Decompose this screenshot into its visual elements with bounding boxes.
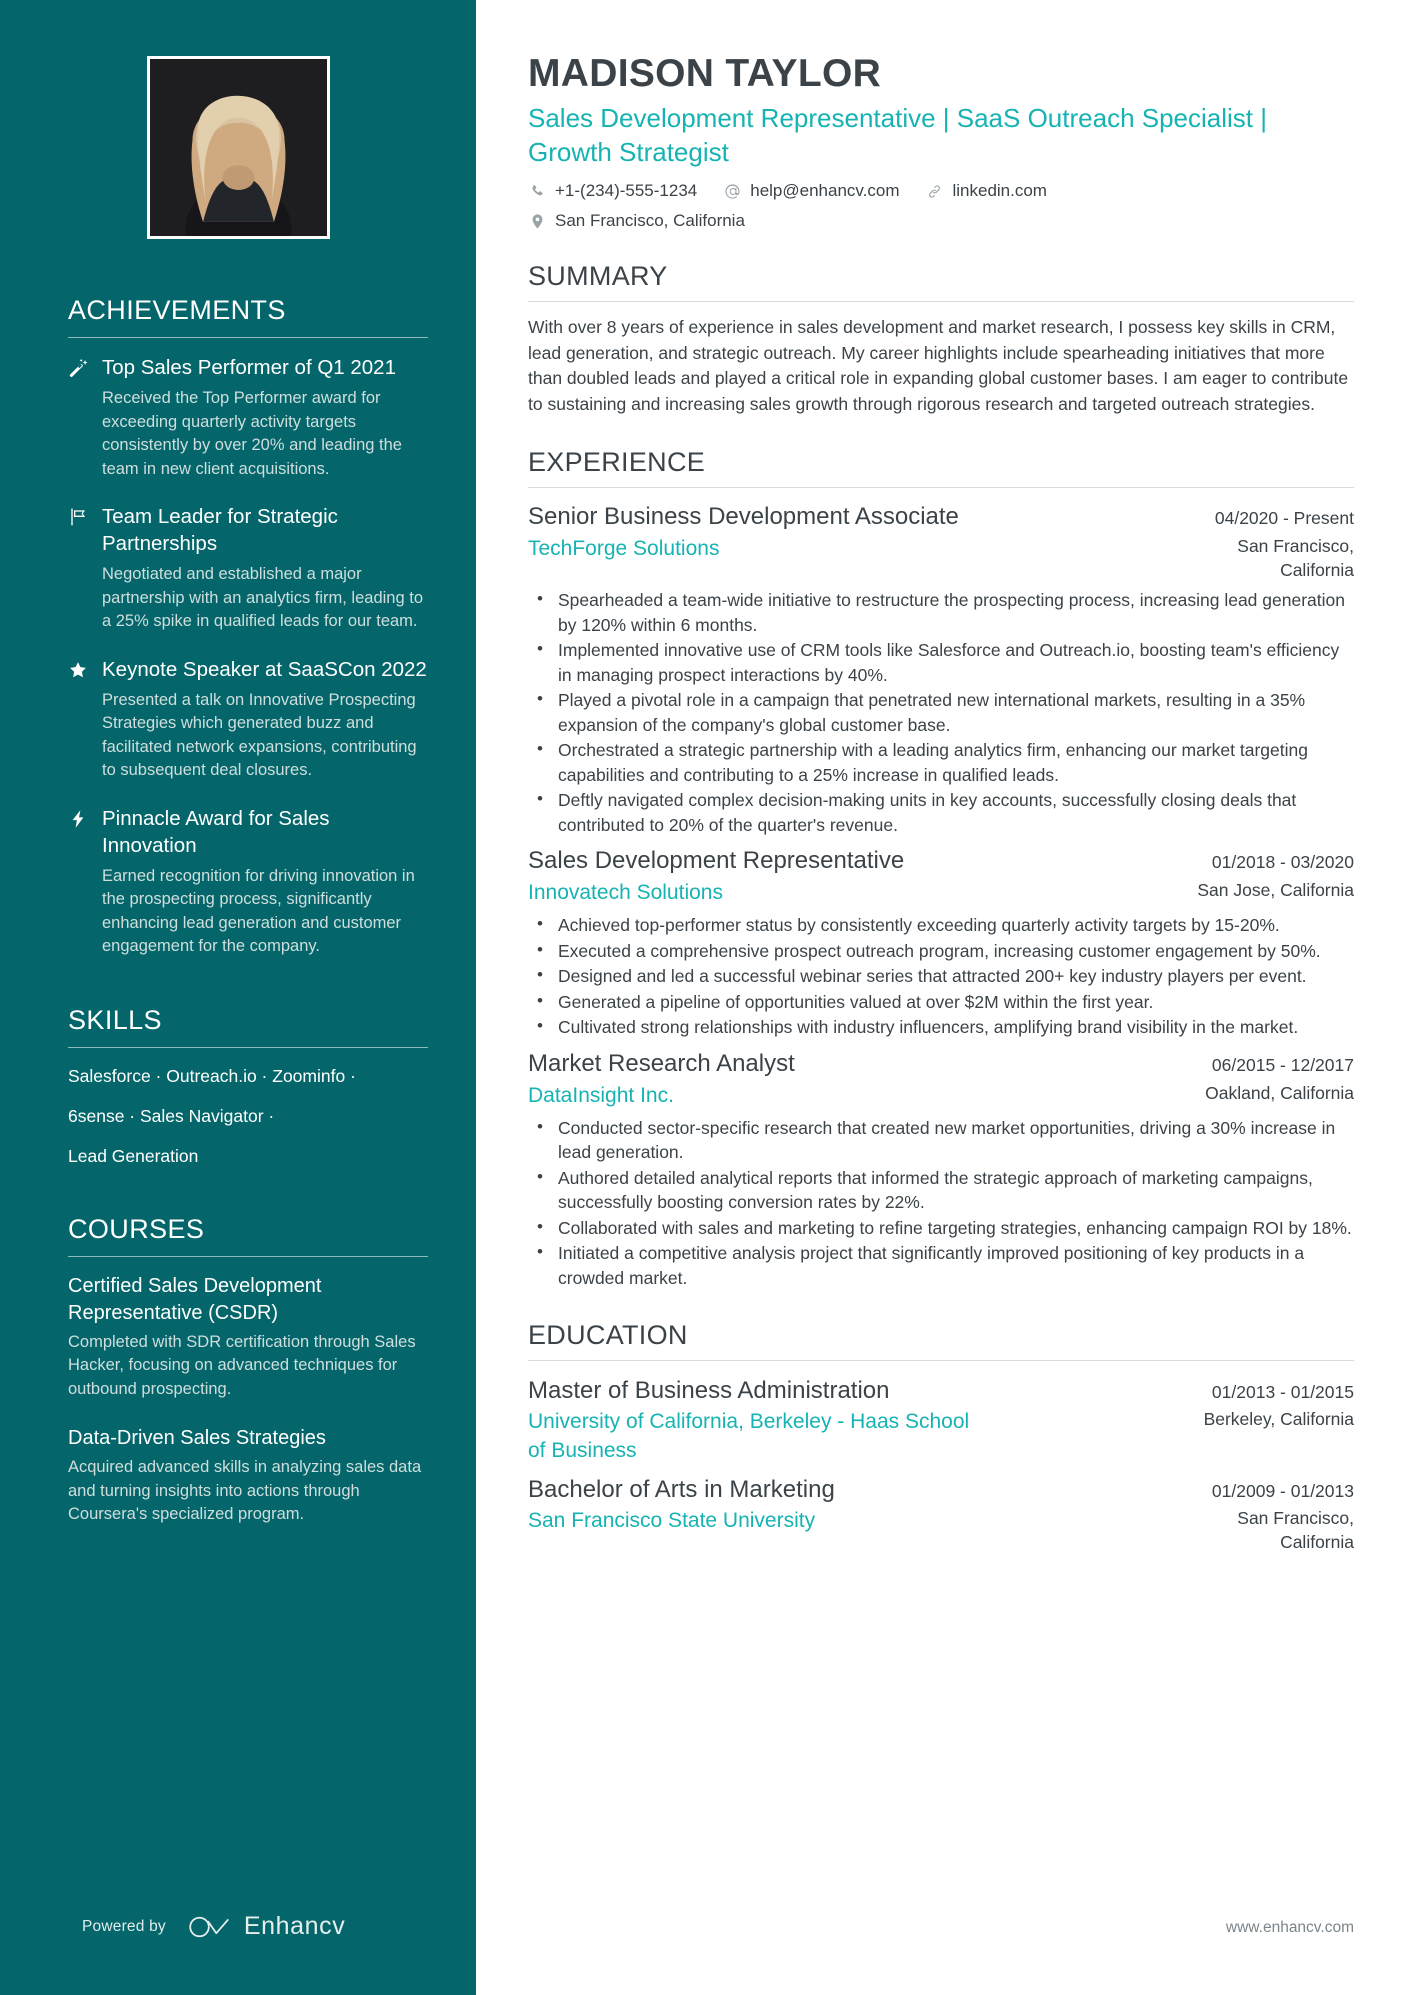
job-bullet: • Orchestrated a strategic partnership with a leading analytics firm, enhancing our market targeting capabilities and contributing to a 25% increase in qualified leads. [528, 738, 1354, 787]
experience-subheader [528, 534, 1354, 582]
magic-wand-icon [68, 354, 102, 481]
sidebar-body [0, 295, 476, 1527]
course-title: Data-Driven Sales Strategies [68, 1427, 326, 1449]
page-title: MADISON TAYLOR [528, 52, 882, 95]
powered-by-label: Powered by [82, 1917, 166, 1935]
education-item [528, 1473, 1354, 1554]
profile-photo-wrap [0, 0, 476, 239]
flag-icon [68, 503, 102, 634]
achievement-item [68, 805, 428, 959]
section-courses [68, 1214, 428, 1527]
achievement-body [102, 354, 428, 481]
achievement-description: Earned recognition for driving innovation in the prospecting process, significantly enhancing lead generation and customer engagement for the company. [102, 866, 415, 955]
job-bullet: • Executed a comprehensive prospect outreach program, increasing customer engagement by 50%. [528, 939, 1354, 964]
job-bullet: • Achieved top-performer status by consistently exceeding quarterly activity targets by 15-20%. [528, 913, 1354, 938]
achievement-body [102, 503, 428, 634]
school-name: University of California, Berkeley - Haas School of Business [528, 1410, 970, 1462]
section-summary [528, 261, 1354, 417]
school-location: San Francisco, California [1237, 1508, 1354, 1552]
job-bullet: • Deftly navigated complex decision-making units in key accounts, successfully closing deals that contributed to 20% of the quarter's revenue. [528, 788, 1354, 837]
section-achievements [68, 295, 428, 959]
job-location: San Jose, California [1197, 880, 1354, 900]
contact-list [528, 181, 1128, 231]
skills-heading: SKILLS [68, 1004, 162, 1035]
job-title: Market Research Analyst [528, 1049, 795, 1077]
job-location: San Francisco, California [1237, 536, 1354, 580]
contact-phone-text: +1-(234)-555-1234 [555, 181, 698, 200]
job-bullets [528, 588, 1354, 837]
contact-location-text: San Francisco, California [555, 211, 745, 230]
skills-line: Salesforce · Outreach.io · Zoominfo · [68, 1065, 356, 1086]
enhancv-logo [188, 1912, 346, 1941]
summary-heading: SUMMARY [528, 261, 668, 291]
experience-subheader [528, 1081, 1354, 1110]
location-icon [528, 212, 547, 231]
contact-linkedin[interactable] [925, 181, 1047, 201]
email-icon [723, 182, 742, 201]
experience-heading: EXPERIENCE [528, 447, 706, 477]
education-header [528, 1473, 1354, 1506]
experience-item [528, 1048, 1354, 1291]
section-education [528, 1320, 1354, 1554]
phone-icon [528, 182, 547, 201]
job-company: DataInsight Inc. [528, 1083, 674, 1107]
education-subheader [528, 1506, 1354, 1554]
degree-title: Master of Business Administration [528, 1377, 890, 1404]
achievement-item [68, 354, 428, 481]
job-title: Sales Development Representative [528, 847, 905, 874]
sidebar-footer [0, 1912, 476, 1941]
job-company: Innovatech Solutions [528, 881, 723, 904]
job-bullet: • Authored detailed analytical reports that informed the strategic approach of marketing campaigns, successfully boosting conversion rates by 22%. [528, 1166, 1354, 1215]
job-bullets [528, 913, 1354, 1040]
divider [68, 1047, 428, 1048]
job-bullet: • Generated a pipeline of opportunities valued at over $2M within the first year. [528, 990, 1354, 1015]
achievement-body [102, 656, 428, 783]
divider [528, 301, 1354, 302]
main-column [476, 0, 1410, 1995]
skills-line: Lead Generation [68, 1145, 199, 1166]
website-footer: www.enhancv.com [1225, 1919, 1354, 1936]
experience-item [528, 501, 1354, 837]
achievements-heading: ACHIEVEMENTS [68, 295, 286, 325]
professional-headline: Sales Development Representative | SaaS Outreach Specialist | Growth Strategist [528, 103, 1268, 167]
contact-phone[interactable] [528, 181, 697, 201]
experience-subheader [528, 878, 1354, 907]
course-description: Completed with SDR certification through Sales Hacker, focusing on advanced techniques for outbound prospecting. [68, 1332, 416, 1398]
contact-linkedin-text: linkedin.com [952, 181, 1047, 200]
section-experience [528, 447, 1354, 1290]
contact-email-text: help@enhancv.com [750, 181, 900, 200]
job-bullet: • Initiated a competitive analysis project that significantly improved positioning of key products in a crowded market. [528, 1241, 1354, 1290]
job-bullet: • Played a pivotal role in a campaign that penetrated new international markets, resulting in a 35% expansion of the company's global customer base. [528, 688, 1354, 737]
skills-line: 6sense · Sales Navigator · [68, 1105, 275, 1126]
degree-dates: 01/2009 - 01/2013 [1211, 1481, 1354, 1501]
achievement-title: Team Leader for Strategic Partnerships [102, 505, 338, 555]
achievement-item [68, 503, 428, 634]
job-bullet: • Designed and led a successful webinar series that attracted 200+ key industry players per event. [528, 964, 1354, 989]
job-dates: 06/2015 - 12/2017 [1211, 1054, 1354, 1075]
divider [68, 1256, 428, 1257]
course-title: Certified Sales Development Representative (CSDR) [68, 1274, 322, 1324]
achievement-item [68, 656, 428, 783]
experience-header [528, 845, 1354, 877]
degree-title: Bachelor of Arts in Marketing [528, 1476, 835, 1503]
education-subheader [528, 1407, 1354, 1465]
contact-email[interactable] [723, 181, 899, 201]
job-bullets [528, 1116, 1354, 1291]
job-bullet: • Conducted sector-specific research that created new market opportunities, driving a 30% increase in lead generation. [528, 1116, 1354, 1165]
job-bullet: • Implemented innovative use of CRM tools like Salesforce and Outreach.io, boosting team's efficiency in managing prospect interactions by 40%. [528, 638, 1354, 687]
course-item [68, 1273, 428, 1402]
job-location: Oakland, California [1205, 1082, 1354, 1103]
school-location: Berkeley, California [1203, 1409, 1354, 1429]
enhancv-wordmark: Enhancv [243, 1912, 346, 1940]
education-header [528, 1374, 1354, 1407]
contact-location [528, 211, 745, 231]
experience-header [528, 1048, 1354, 1080]
lightning-bolt-icon [68, 805, 102, 959]
education-item [528, 1374, 1354, 1465]
experience-item [528, 845, 1354, 1040]
avatar [147, 56, 330, 239]
course-item [68, 1425, 428, 1527]
achievement-body [102, 805, 428, 959]
achievement-title: Keynote Speaker at SaaSCon 2022 [102, 657, 427, 681]
section-skills [68, 1005, 428, 1168]
achievement-title: Top Sales Performer of Q1 2021 [102, 356, 396, 379]
link-icon [925, 182, 944, 201]
degree-dates: 01/2013 - 01/2015 [1211, 1382, 1354, 1402]
star-icon [68, 656, 102, 783]
summary-text: With over 8 years of experience in sales development and market research, I possess key skills in CRM, lead generation, and strategic outreach. My career highlights include spearheading initiatives that more than doubled leads and played a critical role in expanding global customer bases. I am eager to contribute to sustaining and increasing sales growth through rigorous research and targeted outreach strategies. [528, 317, 1349, 414]
achievement-description: Received the Top Performer award for exceeding quarterly activity targets consistently by over 20% and leading the team in new client acquisitions. [102, 389, 402, 478]
education-heading: EDUCATION [528, 1320, 688, 1350]
achievement-description: Presented a talk on Innovative Prospecting Strategies which generated buzz and facilitated network expansions, contributing to subsequent deal closures. [102, 690, 417, 779]
job-bullet: • Spearheaded a team-wide initiative to restructure the prospecting process, increasing lead generation by 120% within 6 months. [528, 588, 1354, 637]
divider [68, 337, 428, 338]
courses-heading: COURSES [68, 1213, 205, 1244]
divider [528, 487, 1354, 488]
experience-header [528, 501, 1354, 533]
achievement-description: Negotiated and established a major partnership with an analytics firm, leading to a 25% spike in qualified leads for our team. [102, 565, 423, 630]
job-bullet: • Cultivated strong relationships with industry influencers, amplifying brand visibility in the market. [528, 1015, 1354, 1040]
school-name: San Francisco State University [528, 1509, 816, 1532]
course-description: Acquired advanced skills in analyzing sales data and turning insights into actions through Coursera's specialized program. [68, 1458, 422, 1523]
divider [528, 1360, 1354, 1361]
job-bullet: • Collaborated with sales and marketing to refine targeting strategies, enhancing campaign ROI by 18%. [528, 1216, 1354, 1241]
job-company: TechForge Solutions [528, 537, 720, 560]
job-title: Senior Business Development Associate [528, 503, 959, 530]
job-dates: 01/2018 - 03/2020 [1211, 852, 1354, 872]
sidebar [0, 0, 476, 1995]
achievement-title: Pinnacle Award for Sales Innovation [102, 806, 330, 857]
job-dates: 04/2020 - Present [1214, 508, 1354, 528]
